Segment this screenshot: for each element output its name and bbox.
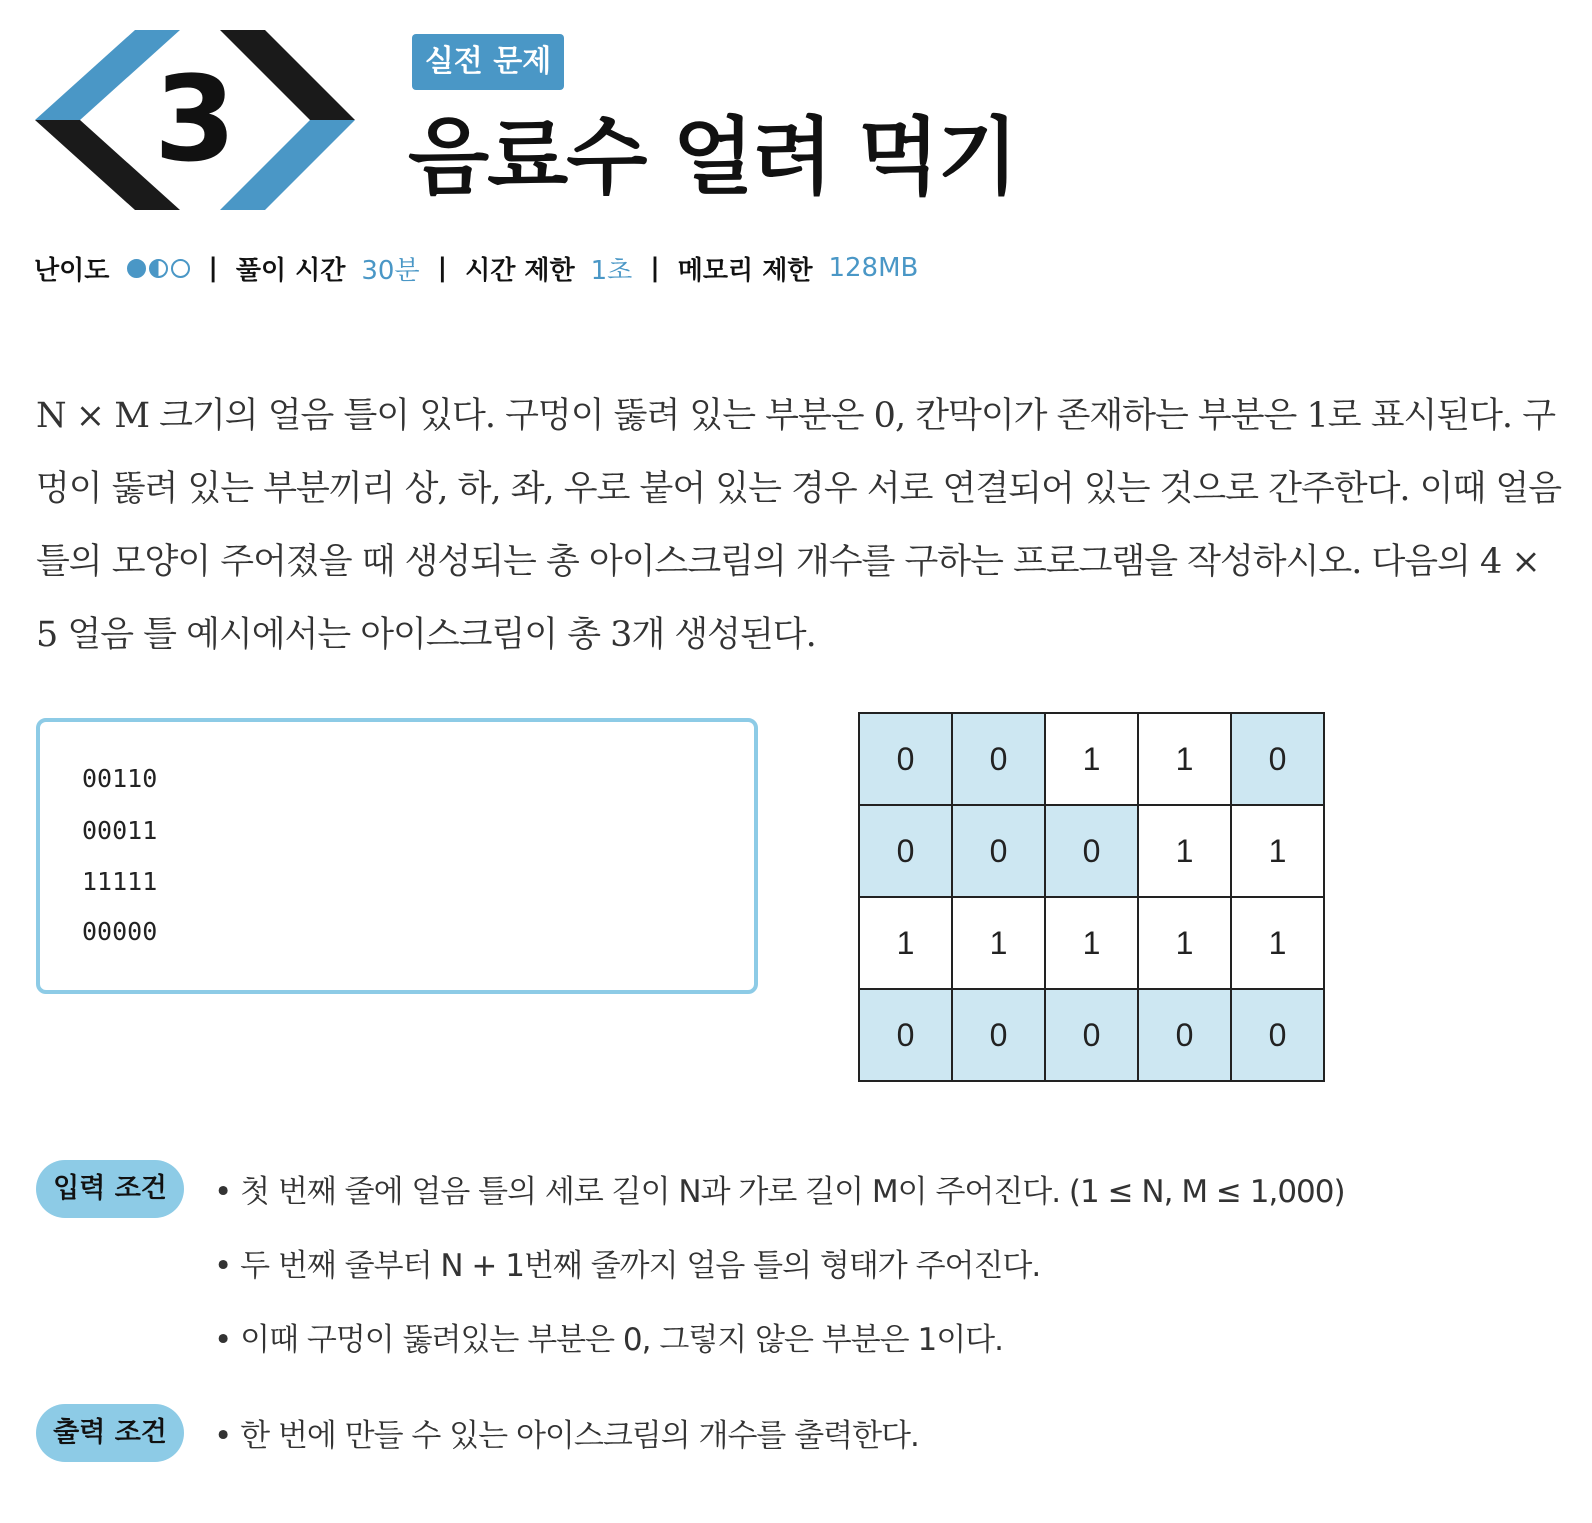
memory-limit-value: 128MB [828, 253, 919, 283]
difficulty-dot-filled [127, 259, 146, 278]
grid-row [859, 713, 1324, 805]
grid-row [859, 989, 1324, 1081]
input-condition: • 두 번째 줄부터 N + 1번째 줄까지 얼음 틀의 형태가 주어진다. [214, 1248, 1041, 1284]
grid-cell: 1 [859, 897, 952, 989]
grid-cell: 1 [1138, 897, 1231, 989]
grid-cell: 0 [1045, 805, 1138, 897]
grid-cell: 1 [1138, 805, 1231, 897]
grid-cell: 1 [1045, 897, 1138, 989]
grid-cell: 0 [1045, 989, 1138, 1081]
solve-time-value: 30분 [361, 255, 420, 286]
time-limit-label: 시간 제한 [465, 255, 575, 286]
grid-cell: 0 [1231, 713, 1324, 805]
problem-number: 3 [153, 50, 237, 188]
grid-cell: 1 [1231, 805, 1324, 897]
difficulty-dot-empty [171, 259, 190, 278]
grid-cell: 0 [859, 989, 952, 1081]
example-line: 00011 [82, 816, 158, 845]
practice-problem-badge: 실전 문제 [412, 34, 564, 90]
meta-separator: | [650, 253, 660, 283]
problem-number-emblem [30, 30, 360, 210]
grid-cell: 0 [1138, 989, 1231, 1081]
example-line: 11111 [82, 867, 158, 896]
difficulty-label: 난이도 [34, 255, 110, 286]
grid-cell: 1 [1138, 713, 1231, 805]
input-condition: • 첫 번째 줄에 얼음 틀의 세로 길이 N과 가로 길이 M이 주어진다. (1 ≤ N, M ≤ 1,000) [214, 1174, 1345, 1210]
grid-cell: 0 [1231, 989, 1324, 1081]
example-line: 00000 [82, 917, 158, 946]
solve-time-label: 풀이 시간 [235, 255, 346, 286]
input-condition: • 이때 구멍이 뚫려있는 부분은 0, 그렇지 않은 부분은 1이다. [214, 1322, 1003, 1358]
meta-separator: | [437, 253, 448, 283]
time-limit-value: 1초 [590, 255, 633, 286]
page-title: 음료수 얼려 먹기 [408, 108, 1017, 206]
grid-cell: 0 [952, 805, 1045, 897]
grid-cell: 1 [1231, 897, 1324, 989]
grid-row [859, 805, 1324, 897]
right-chevron-bottom [220, 120, 355, 210]
input-conditions-label: 입력 조건 [36, 1160, 184, 1218]
output-conditions-label: 출력 조건 [36, 1404, 184, 1462]
example-line: 00110 [82, 764, 158, 793]
ice-tray-grid [858, 712, 1325, 1082]
right-chevron-top [220, 30, 355, 120]
grid-cell: 1 [952, 897, 1045, 989]
difficulty-indicator [127, 259, 190, 278]
problem-description: N × M 크기의 얼음 틀이 있다. 구멍이 뚫려 있는 부분은 0, 칸막이가 존재하는 부분은 1로 표시된다. 구멍이 뚫려 있는 부분끼리 상, 하, 좌, 우로 붙어 있는 경우 서로 연결되어 있는 것으로 간주한다. 이때 얼음 틀의 모양이 주어졌을 때 생성되는 총 아이스크림의 개수를 구하는 프로그램을 작성하시오. 다음의 4 × 5 얼음 틀 예시에서는 아이스크림이 총 3개 생성된다. [36, 396, 1562, 655]
problem-meta [34, 248, 918, 288]
memory-limit-label: 메모리 제한 [677, 255, 813, 286]
grid-cell: 0 [859, 805, 952, 897]
meta-separator: | [208, 253, 218, 283]
grid-cell: 0 [952, 989, 1045, 1081]
difficulty-dot-half [149, 259, 168, 278]
output-condition: • 한 번에 만들 수 있는 아이스크림의 개수를 출력한다. [214, 1418, 919, 1454]
grid-cell: 0 [859, 713, 952, 805]
grid-cell: 1 [1045, 713, 1138, 805]
example-input-box [36, 718, 758, 994]
grid-cell: 0 [952, 713, 1045, 805]
grid-row [859, 897, 1324, 989]
